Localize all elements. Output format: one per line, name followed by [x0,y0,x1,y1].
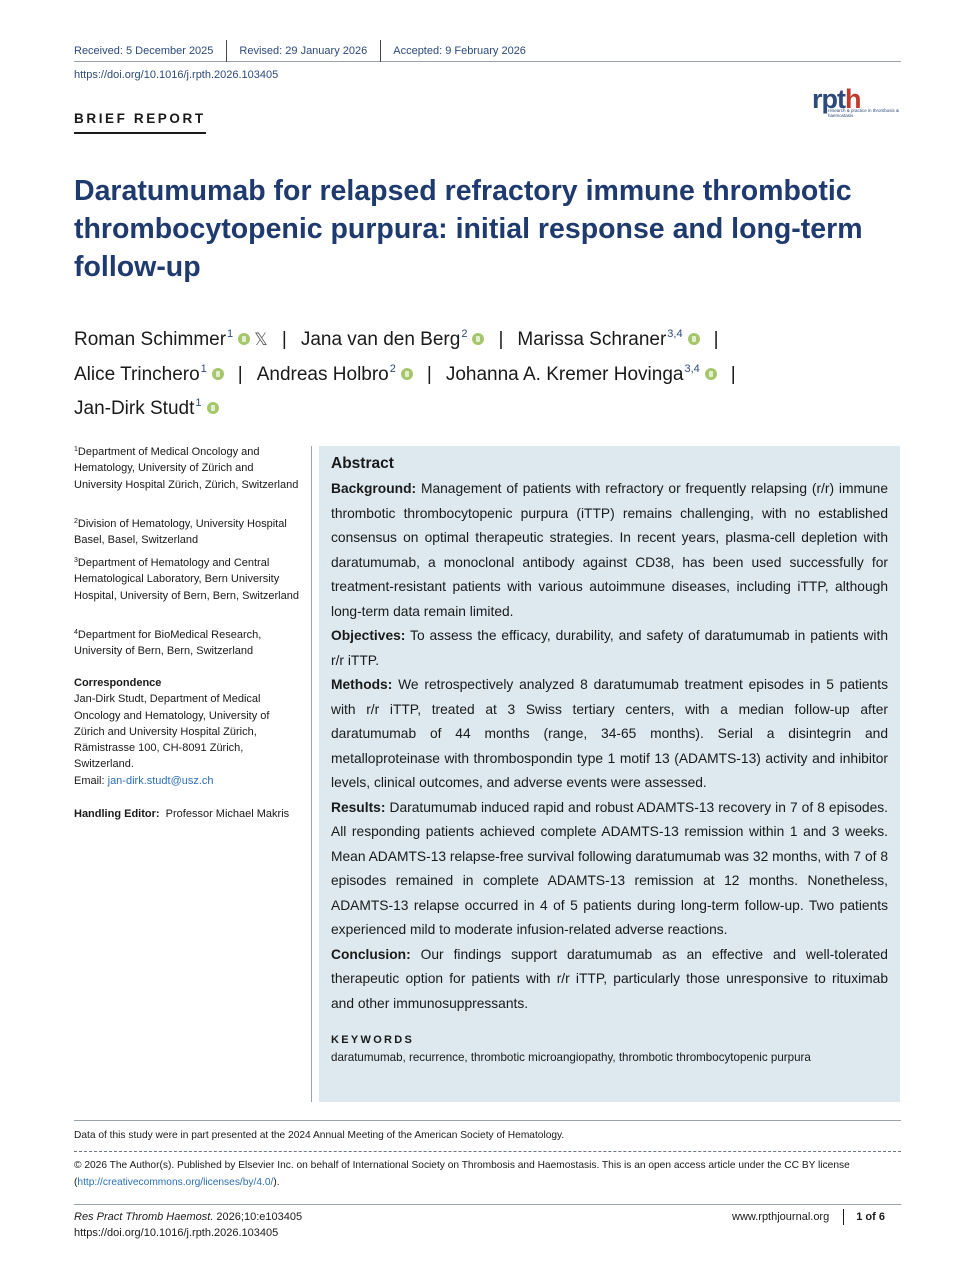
abstract-results [331,796,888,943]
author-6[interactable] [446,364,717,385]
author-name: Alice Trinchero [74,363,200,385]
footer-doi[interactable]: https://doi.org/10.1016/j.rpth.2026.103405 [74,1227,279,1239]
author-affiliation: 2 [461,328,468,340]
conclusion-text: Our findings support daratumumab as an effective and well-tolerated therapeutic option for patients with r/r iTTP, particularly those unresponsive to rituximab and other immunosuppressants. [331,946,888,1011]
results-text: Daratumumab induced rapid and robust ADAMTS-13 recovery in 7 of 8 episodes. All responding patients achieved complete ADAMTS-13 remission within 1 and 3 weeks. Mean ADAMTS-13 relapse-free survival following daratumumab was 32 months, with 7 of 8 episodes remained in complete ADAMTS-13 remission at 12 months. Nonetheless, ADAMTS-13 relapse occurred in 4 of 5 patients during long-term follow-up. Two patients experienced mild to moderate infusion-related adverse reactions. [331,799,888,937]
affiliation-4 [74,625,300,660]
license-link[interactable]: http://creativecommons.org/licenses/by/4.0/ [77,1176,274,1188]
abstract-conclusion [331,943,888,1017]
author-2[interactable] [301,329,485,350]
author-7[interactable] [74,398,219,419]
orcid-icon[interactable] [688,333,700,345]
accepted-date: Accepted: 9 February 2026 [393,44,526,57]
column-divider [311,446,312,1102]
author-separator: | [730,363,736,385]
orcid-icon[interactable] [207,402,219,414]
affiliation-1 [74,442,300,493]
author-affiliation: 3,4 [684,362,700,375]
footer-rule [74,1204,901,1205]
article-title: Daratumumab for relapsed refractory immune thrombotic thrombocytopenic purpura: initial response and long-term follow-up [74,175,863,283]
author-name: Andreas Holbro [256,363,389,385]
article-dates [74,40,901,62]
orcid-icon[interactable] [212,368,224,380]
correspondence-email-line [74,773,300,789]
author-name: Marissa Schraner [517,329,667,350]
author-separator: | [426,363,432,385]
methods-text: We retrospectively analyzed 8 daratumumab treatment episodes in 5 patients with r/r iTTP, treated at 3 Swiss tertiary centers, with a median follow-up after daratumumab of 44 months (range, 34-65 months). Serial a disintegrin and metalloproteinase with thrombospondin type 1 motif 13 (ADAMTS-13) activity and inhibitor levels, clinical outcomes, and adverse events were assessed. [331,677,888,790]
author-affiliation: 1 [227,328,234,340]
methods-label: Methods: [331,677,393,692]
abstract-background [331,477,888,624]
abstract-methods [331,673,888,796]
footer-citation [74,1209,302,1241]
author-separator: | [237,363,243,385]
background-text: Management of patients with refractory or frequently relapsing (r/r) immune thrombotic thrombocytopenic purpura (iTTP) remains challenging, with no established consensus on optimal therapeutic strategies. In recent years, plasma-cell depletion with daratumumab, a monoclonal antibody against CD38, has been used successfully for treatment-resistant patients with various autoimmune diseases, including iTTP, although long-term data remain limited. [331,481,888,619]
footnote-dashed-rule [74,1151,901,1152]
editor-label: Handling Editor: [74,808,160,820]
logo-mark-a: rpt [812,84,845,114]
keywords-list: daratumumab, recurrence, thrombotic microangiopathy, thrombotic thrombocytopenic purpura [331,1051,811,1064]
objectives-text: To assess the efficacy, durability, and safety of daratumumab in patients with r/r iTTP. [331,628,888,668]
handling-editor [74,806,300,822]
affiliation-text: Department of Hematology and Central Hematological Laboratory, Bern University Hospital, University of Bern, Bern, Switzerland [74,557,299,602]
conclusion-label: Conclusion: [331,946,411,962]
citation-text: 2026;10:e103405 [213,1211,303,1223]
author-name: Johanna A. Kremer Hovinga [445,363,684,385]
author-separator: | [281,329,287,350]
affiliation-number: 2 [74,518,78,525]
background-label: Background: [331,481,417,496]
abstract-box [319,446,900,1102]
orcid-icon[interactable] [472,333,484,345]
section-underline [74,132,206,134]
author-list [74,320,904,424]
email-link[interactable]: jan-dirk.studt@usz.ch [107,774,214,787]
logo-mark-b: h [845,84,861,114]
orcid-icon[interactable] [705,368,717,380]
affiliation-3 [74,553,300,604]
affiliation-text: Division of Hematology, University Hospital Basel, Basel, Switzerland [74,518,287,547]
correspondence-heading: Correspondence [74,677,162,689]
affiliation-number: 3 [74,557,78,564]
page-number: 1 of 6 [843,1209,885,1225]
abstract-heading: Abstract [331,455,394,472]
affiliation-text: Department for BioMedical Research, University of Bern, Bern, Switzerland [74,629,262,658]
author-4[interactable] [74,364,224,385]
correspondence-text: Jan-Dirk Studt, Department of Medical Oncology and Hematology, University of Zürich and University Hospital Zürich, Rämistrasse 100, CH-8091 Zürich, Switzerland. [74,693,270,771]
keywords-heading: KEYWORDS [331,1034,415,1046]
author-3[interactable] [517,329,699,350]
affiliation-text: Department of Medical Oncology and Hematology, University of Zürich and University Hospital Zürich, Zürich, Switzerland [74,446,299,491]
license-text-end: ). [273,1176,280,1188]
orcid-icon[interactable] [401,368,413,380]
x-social-icon[interactable]: 𝕏 [254,330,268,349]
doi-link-top[interactable]: https://doi.org/10.1016/j.rpth.2026.103405 [74,69,279,81]
section-label: BRIEF REPORT [74,111,206,126]
author-affiliation: 1 [200,362,207,375]
journal-logo [812,84,904,120]
presented-note: Data of this study were in part presented at the 2024 Annual Meeting of the American Society of Hematology. [74,1130,565,1141]
objectives-label: Objectives: [331,628,406,643]
editor-name: Professor Michael Makris [165,808,290,820]
affiliation-2 [74,514,300,549]
license-note [74,1158,901,1191]
footer-right [732,1209,885,1225]
logo-subtitle: research & practice in thrombosis & haemostasis [828,108,900,118]
author-affiliation: 2 [389,362,396,375]
author-name: Jana van den Berg [300,329,461,350]
author-1[interactable] [74,329,268,350]
journal-abbrev: Res Pract Thromb Haemost. [74,1211,214,1223]
journal-site-link[interactable]: www.rpthjournal.org [732,1211,830,1223]
footnote-rule [74,1120,901,1121]
author-affiliation: 3,4 [667,328,683,340]
author-separator: | [498,329,504,350]
author-separator: | [713,329,719,350]
author-name: Jan-Dirk Studt [74,398,195,419]
correspondence-block [74,675,300,789]
orcid-icon[interactable] [238,333,250,345]
email-label: Email: [74,774,105,787]
author-5[interactable] [257,364,413,385]
revised-date: Revised: 29 January 2026 [239,40,381,62]
author-affiliation: 1 [195,397,202,409]
abstract-objectives [331,624,888,673]
results-label: Results: [331,799,386,815]
affiliation-number: 4 [74,629,78,636]
license-text: © 2026 The Author(s). Published by Elsevier Inc. on behalf of International Society on Thrombosis and Haemostasis. This is an open access article under the CC BY license ( [74,1160,850,1188]
author-name: Roman Schimmer [74,329,227,350]
received-date: Received: 5 December 2025 [74,40,227,62]
affiliation-number: 1 [74,446,78,453]
